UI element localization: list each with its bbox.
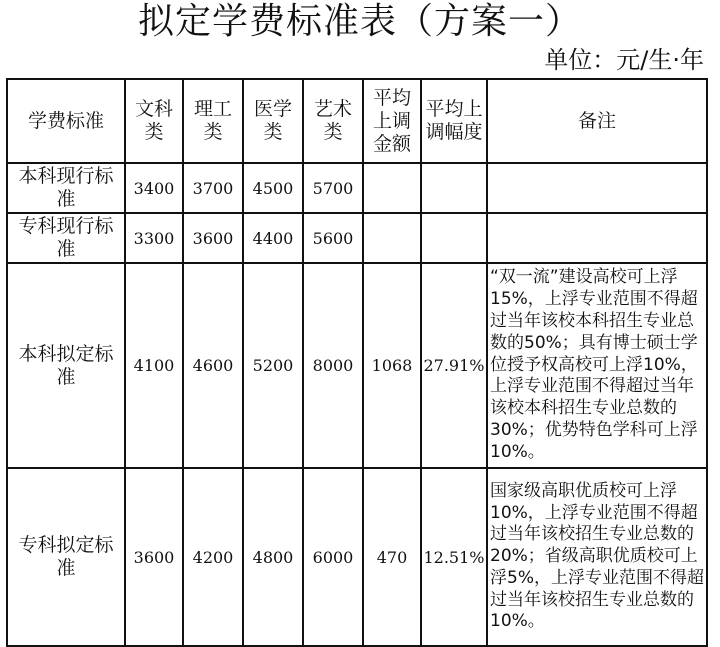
cell-arts: 8000 [303,263,363,468]
page-title: 拟定学费标准表（方案一） [137,1,582,42]
cell-science-eng: 3700 [183,163,243,213]
cell-arts: 5700 [303,163,363,213]
table-row [7,163,707,213]
cell-science-eng: 4200 [183,468,243,646]
header-fee-standard: 学费标准 [7,79,125,163]
cell-science-eng: 3600 [183,213,243,263]
header-science-eng: 理工 类 [183,79,243,163]
cell-avg-rate [421,163,487,213]
row-label: 专科拟定标 准 [7,468,125,646]
cell-liberal-arts: 3600 [125,468,183,646]
header-remarks: 备注 [487,79,707,163]
cell-remarks [487,163,707,213]
cell-remarks: 国家级高职优质校可上浮10%，上浮专业范围不得超过当年该校招生专业总数的20%；省级高职优质校可上浮5%，上浮专业范围不得超过当年该校招生专业总数的10%。 [487,468,707,646]
unit-label: 单位：元/生·年 [544,46,704,74]
cell-avg-rate: 27.91% [421,263,487,468]
cell-avg-amount: 470 [363,468,421,646]
header-arts: 艺术 类 [303,79,363,163]
cell-avg-amount [363,163,421,213]
cell-avg-amount [363,213,421,263]
cell-avg-rate [421,213,487,263]
cell-avg-amount: 1068 [363,263,421,468]
cell-medicine: 5200 [243,263,303,468]
row-label: 本科现行标 准 [7,163,125,213]
table-row [7,468,707,646]
tuition-table [6,78,708,647]
table-row [7,213,707,263]
table-row [7,263,707,468]
row-label: 本科拟定标 准 [7,263,125,468]
header-liberal-arts: 文科 类 [125,79,183,163]
cell-remarks [487,213,707,263]
header-avg-increase-amount: 平均 上调 金额 [363,79,421,163]
cell-liberal-arts: 3400 [125,163,183,213]
table-header-row [7,79,707,163]
cell-arts: 5600 [303,213,363,263]
header-avg-increase-rate: 平均上 调幅度 [421,79,487,163]
row-label: 专科现行标 准 [7,213,125,263]
cell-remarks: “双一流”建设高校可上浮15%，上浮专业范围不得超过当年该校本科招生专业总数的50%；具有博士硕士学位授予权高校可上浮10%，上浮专业范围不得超过当年该校本科招生专业总数的30%；优势特色学科可上浮10%。 [487,263,707,468]
cell-liberal-arts: 3300 [125,213,183,263]
cell-liberal-arts: 4100 [125,263,183,468]
cell-medicine: 4800 [243,468,303,646]
cell-medicine: 4500 [243,163,303,213]
cell-medicine: 4400 [243,213,303,263]
header-medicine: 医学 类 [243,79,303,163]
cell-science-eng: 4600 [183,263,243,468]
cell-avg-rate: 12.51% [421,468,487,646]
cell-arts: 6000 [303,468,363,646]
